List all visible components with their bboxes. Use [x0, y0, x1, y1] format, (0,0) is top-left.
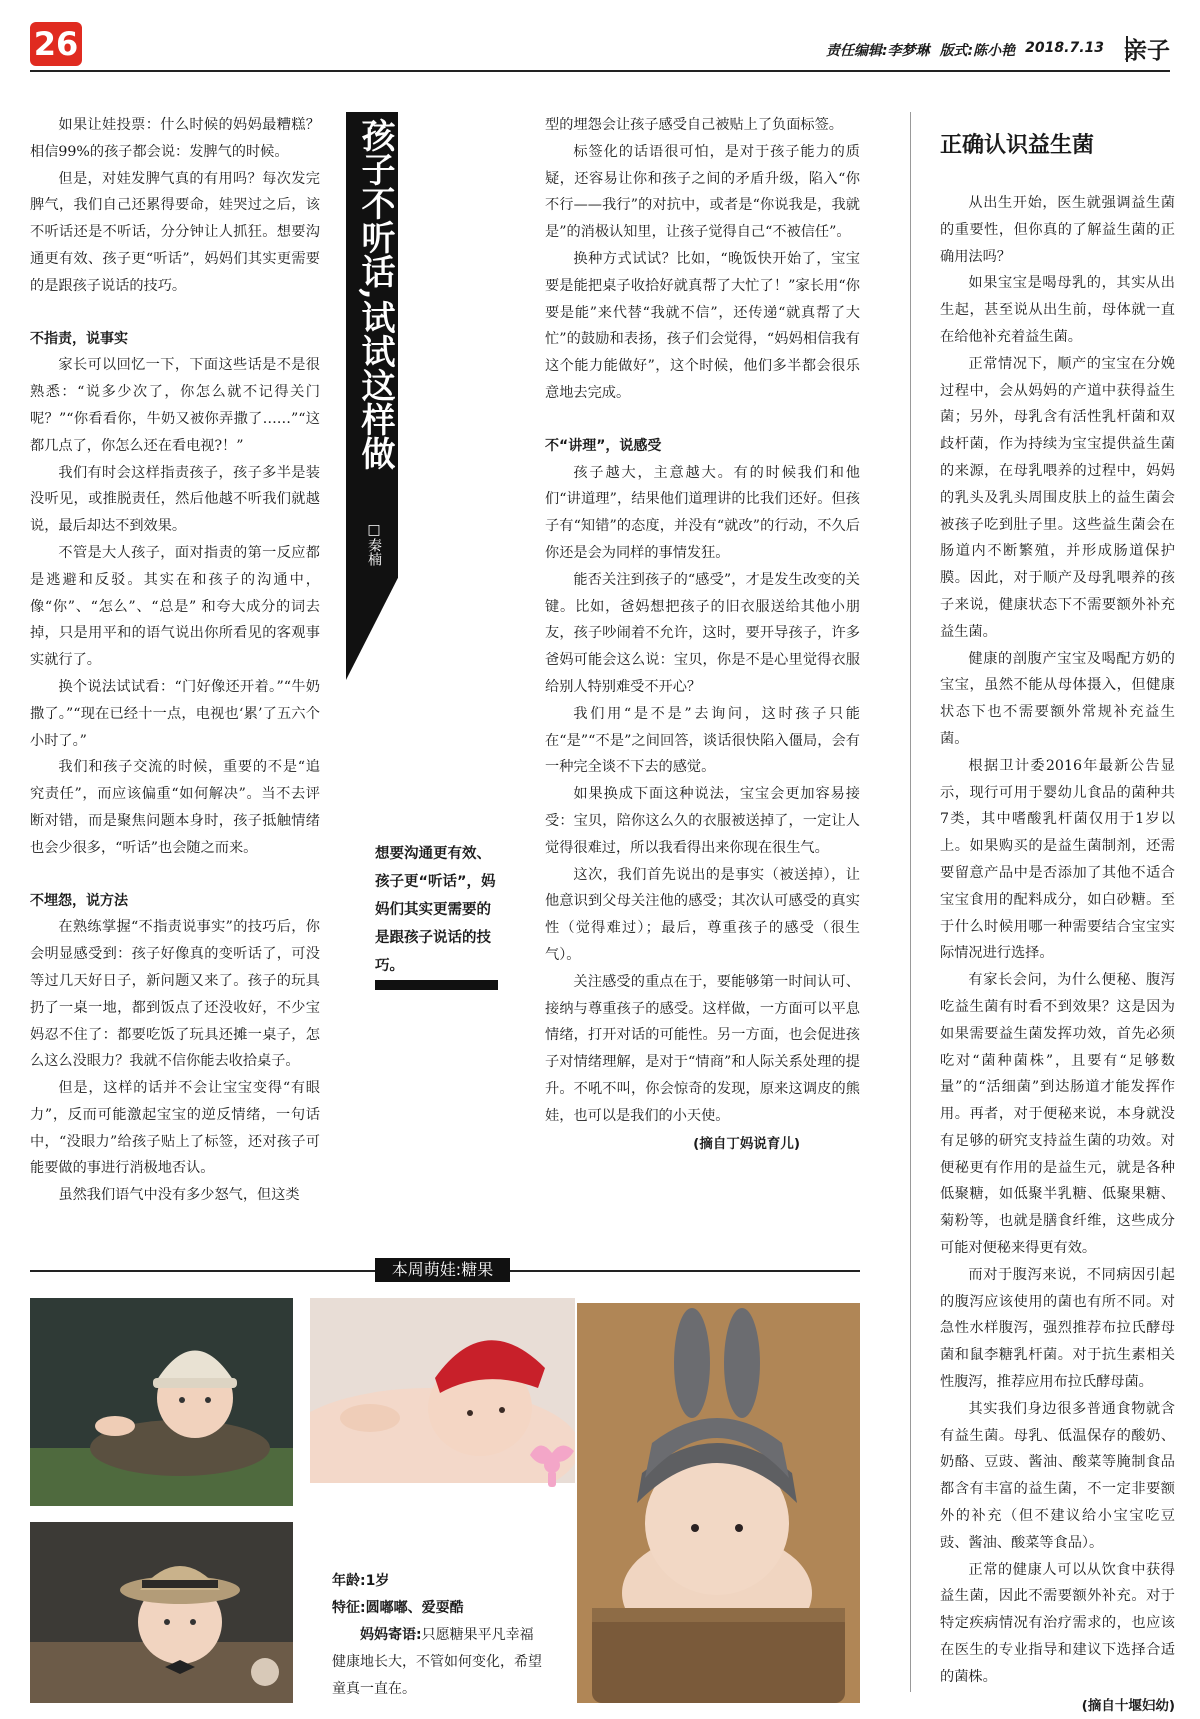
baby-message: 妈妈寄语:只愿糖果平凡幸福健康地长大，不管如何变化，希望童真一直在。 [332, 1627, 542, 1697]
paragraph: 不管是大人孩子，面对指责的第一反应都是逃避和反驳。其实在和孩子的沟通中，像“你”、“怎么”、“总是” 和夸大成分的词去掉，只是用平和的语气说出你所看见的客观事实就行了。 [30, 544, 320, 669]
paragraph: 从出生开始，医生就强调益生菌的重要性，但你真的了解益生菌的正确用法吗？ [940, 195, 1175, 265]
column-divider [910, 112, 911, 1692]
paragraph: 孩子越大，主意越大。有的时候我们和他们“讲道理”，结果他们道理讲的比我们还好。但孩子有“知错”的态度，并没有“就改”的行动，不久后你还是会为同样的事情发狂。 [545, 464, 860, 561]
probiotics-column [940, 190, 1175, 1719]
editor-credit: 责任编辑:李梦琳 [825, 43, 930, 59]
article-title: 孩子不听话,试试这样做 [355, 118, 395, 470]
paragraph: 如果换成下面这种说法，宝宝会更加容易接受：宝贝，陪你这么久的衣服被送掉了，一定让人觉得很难过，所以我看得出来你现在很生气。 [545, 786, 860, 856]
pull-quote-bar [375, 980, 498, 990]
paragraph: 但是，对娃发脾气真的有用吗？每次发完脾气，我们自己还累得要命，娃哭过之后，该不听话还是不听话，分分钟让人抓狂。想要沟通更有效、孩子更“听话”，妈妈们其实更需要的是跟孩子说话的技巧。 [30, 170, 320, 294]
paragraph: 型的埋怨会让孩子感受自己被贴上了负面标签。 [545, 117, 843, 133]
paragraph: 正常情况下，顺产的宝宝在分娩过程中，会从妈妈的产道中获得益生菌；另外，母乳含有活性乳杆菌和双歧杆菌，作为持续为宝宝提供益生菌的来源，在母乳喂养的过程中，妈妈的乳头及乳头周围皮肤上的益生菌会被孩子吃到肚子里。这些益生菌会在肠道内不断繁殖，并形成肠道保护膜。因此，对于顺产及母乳喂养的孩子来说，健康状态下不需要额外补充益生菌。 [940, 355, 1175, 640]
subheading: 不“讲理”，说感受 [545, 437, 662, 454]
article-column-1 [30, 112, 320, 1209]
paragraph: 标签化的话语很可怕，是对于孩子能力的质疑，还容易让你和孩子之间的矛盾升级，陷入“你不行——我行”的对抗中，或者是“你说我是，我就是”的消极认知里，让孩子觉得自己“不被信任”。 [545, 143, 860, 241]
paragraph: 我们用“是不是”去询问，这时孩子只能在“是”“不是”之间回答，谈话很快陷入僵局，会有一种完全谈不下去的感觉。 [545, 705, 860, 776]
baby-age: 年龄:1岁 [332, 1573, 390, 1589]
paragraph: 如果宝宝是喝母乳的，其实从出生起，甚至说从出生前，母体就一直在给他补充着益生菌。 [940, 275, 1175, 345]
paragraph: 正常的健康人可以从饮食中获得益生菌，因此不需要额外补充。对于特定疾病情况有治疗需求的，也应该在医生的专业指导和建议下选择合适的菌株。 [940, 1561, 1175, 1685]
paragraph: 虽然我们语气中没有多少怒气，但这类 [58, 1187, 300, 1204]
subheading: 不指责，说事实 [30, 330, 128, 347]
weekly-baby-label: 本周萌娃:糖果 [375, 1258, 510, 1282]
paragraph: 而对于腹泻来说，不同病因引起的腹泻应该使用的菌也有所不同。对急性水样腹泻，强烈推荐布拉氏酵母菌和鼠李糖乳杆菌。对于抗生素相关性腹泻，推荐应用布拉氏酵母菌。 [940, 1266, 1175, 1391]
cupid-icon [520, 1435, 585, 1495]
layout-credit: 版式:陈小艳 [939, 43, 1016, 59]
paragraph: 我们和孩子交流的时候，重要的不是“追究责任”，而应该偏重“如何解决”。当不去评断对错，而是聚焦问题本身时，孩子抵触情绪也会少很多，“听话”也会随之而来。 [30, 759, 320, 856]
issue-date: 2018.7.13 [1025, 40, 1104, 56]
paragraph: 我们有时会这样指责孩子，孩子多半是装没听见，或推脱责任，然后他越不听我们就越说，最后却达不到效果。 [30, 464, 320, 535]
paragraph: 其实我们身边很多普通食物就含有益生菌。母乳、低温保存的酸奶、奶酪、豆豉、酱油、酸菜等腌制食品都含有丰富的益生菌，不一定非要额外的补充（但不建议给小宝宝吃豆豉、酱油、酸菜等食品）。 [940, 1400, 1175, 1551]
baby-traits: 特征:圆嘟嘟、爱耍酷 [332, 1600, 464, 1616]
baby-photo-white-hat [30, 1298, 293, 1506]
paragraph: 这次，我们首先说出的是事实（被送掉），让他意识到父母关注他的感受；其次认可感受的真实性（觉得难过）；最后，尊重孩子的感受（很生气）。 [545, 866, 860, 963]
paragraph: 换个说法试试看：“门好像还开着。”“牛奶撒了。”“现在已经十一点，电视也‘累’了五六个小时了。” [30, 678, 320, 749]
paragraph: 有家长会问，为什么便秘、腹泻吃益生菌有时看不到效果？这是因为如果需要益生菌发挥功效，首先必须吃对“菌种菌株”，且要有“足够数量”的“活细菌”到达肠道才能发挥作用。再者，对于便秘来说，本身就没有足够的研究支持益生菌的功效。对便秘更有作用的是益生元，就是各种低聚糖，如低聚半乳糖、低聚果糖、菊粉等，也就是膳食纤维，这些成分可能对便秘来得更有效。 [940, 972, 1175, 1257]
paragraph: 家长可以回忆一下，下面这些话是不是很熟悉：“说多少次了，你怎么就不记得关门呢？”“你看看你，牛奶又被你弄撒了……”“这都几点了，你怎么还在看电视?！” [30, 357, 320, 454]
page-number: 26 [30, 22, 82, 66]
paragraph: 关注感受的重点在于，要能够第一时间认可、接纳与尊重孩子的感受。这样做，一方面可以平息情绪，打开对话的可能性。另一方面，也会促进孩子对情绪理解，是对于“情商”和人际关系处理的提升。不吼不叫，你会惊奇的发现，原来这调皮的熊娃，也可以是我们的小天使。 [545, 973, 860, 1124]
subheading: 不埋怨，说方法 [30, 892, 128, 909]
paragraph: 在熟练掌握“不指责说事实”的技巧后，你会明显感受到：孩子好像真的变听话了，可没等过几天好日子，新问题又来了。孩子的玩具扔了一桌一地，都到饭点了还没收好，不少宝妈忍不住了：都要吃饭了玩具还摊一桌子，怎么这么没眼力？我就不信你能去收拾桌子。 [30, 919, 320, 1070]
header-credits [826, 40, 1104, 60]
paragraph: 但是，这样的话并不会让宝宝变得“有眼力”，反而可能激起宝宝的逆反情绪，一句话中，“没眼力”给孩子贴上了标签，还对孩子可能要做的事进行消极地否认。 [30, 1080, 320, 1177]
baby-photo-bunny-hat [577, 1303, 860, 1703]
probiotics-title: 正确认识益生菌 [940, 133, 1095, 158]
paragraph: 根据卫计委2016年最新公告显示，现行可用于婴幼儿食品的菌种共7类，其中嗜酸乳杆菌仅用于1岁以上。如果购买的是益生菌制剂，还需要留意产品中是否添加了其他不适合宝宝食用的配料成分，如白砂糖。至于什么时候用哪一种需要结合宝宝实际情况进行选择。 [940, 757, 1175, 962]
header-rule [30, 70, 1170, 72]
section-name: 亲子 [1124, 38, 1170, 64]
pull-quote: 想要沟通更有效、孩子更“听话”，妈妈们其实更需要的是跟孩子说话的技巧。 [375, 846, 496, 974]
paragraph: 如果让娃投票：什么时候的妈妈最糟糕？相信99%的孩子都会说：发脾气的时候。 [30, 117, 320, 160]
baby-info [332, 1568, 542, 1703]
article-author: □秦楠 [366, 522, 382, 566]
article-source: (摘自丁妈说育儿) [693, 1136, 800, 1153]
baby-photo-straw-hat [30, 1522, 293, 1703]
paragraph: 换种方式试试？比如，“晚饭快开始了，宝宝要是能把桌子收拾好就真帮了大忙了！”家长用“你要是能”来代替“我就不信”，还传递“就真帮了大忙”的鼓励和表扬，孩子们会觉得，“妈妈相信我有这个能力能做好”，这个时候，他们多半都会很乐意地去完成。 [545, 250, 860, 401]
probiotics-source: (摘自十堰妇幼) [1081, 1697, 1175, 1714]
paragraph: 健康的剖腹产宝宝及喝配方奶的宝宝，虽然不能从母体摄入，但健康状态下也不需要额外常规补充益生菌。 [940, 650, 1175, 747]
article-column-2 [545, 112, 860, 1158]
paragraph: 能否关注到孩子的“感受”，才是发生改变的关键。比如，爸妈想把孩子的旧衣服送给其他小朋友，孩子吵闹着不允许，这时，要开导孩子，许多爸妈可能会这么说：宝贝，你是不是心里觉得衣服给别人特别难受不开心？ [545, 571, 860, 695]
